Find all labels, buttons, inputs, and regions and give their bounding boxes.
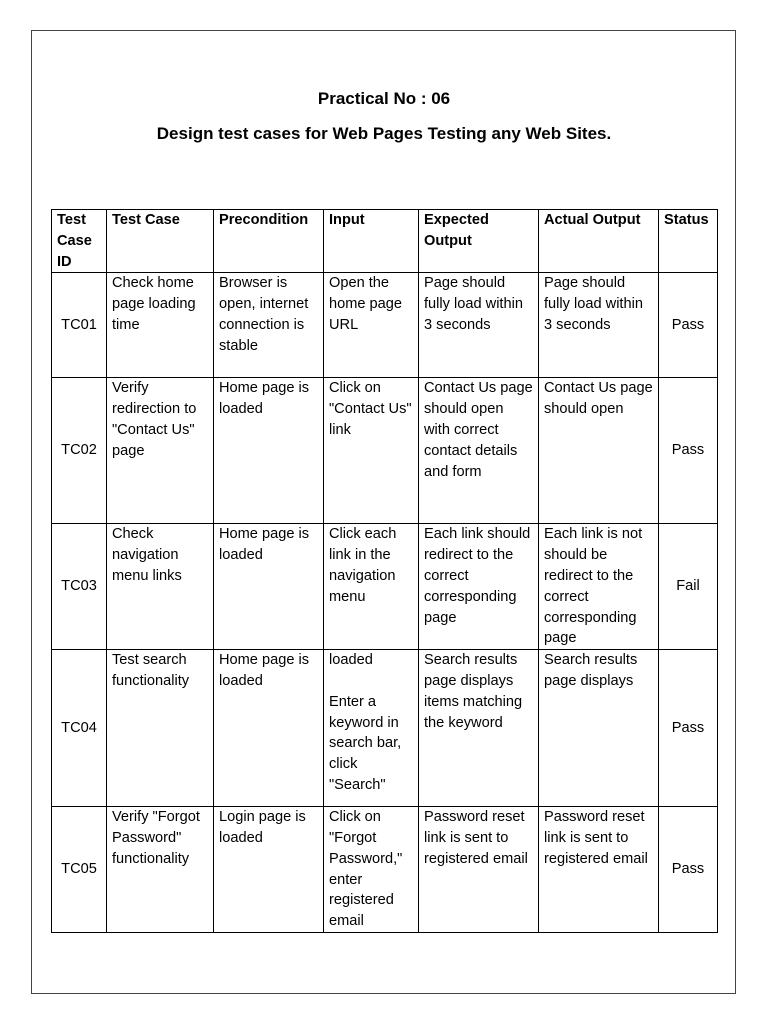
actual-output-cell: Contact Us page should open (539, 378, 659, 524)
actual-output-cell: Page should fully load within 3 seconds (539, 273, 659, 378)
test-case-cell: Verify redirection to "Contact Us" page (107, 378, 214, 524)
actual-output-cell: Each link is not should be redirect to the correct corresponding page (539, 524, 659, 650)
status-cell: Pass (659, 650, 718, 807)
header-test-case: Test Case (107, 210, 214, 273)
header-expected-output: Expected Output (419, 210, 539, 273)
status-cell: Pass (659, 273, 718, 378)
expected-output-cell: Page should fully load within 3 seconds (419, 273, 539, 378)
test-case-id-cell: TC02 (52, 378, 107, 524)
test-case-cell: Verify "Forgot Password" functionality (107, 807, 214, 933)
header-test-case-id: Test Case ID (52, 210, 107, 273)
expected-output-cell: Contact Us page should open with correct contact details and form (419, 378, 539, 524)
table-row (52, 524, 718, 650)
test-case-id-cell: TC05 (52, 807, 107, 933)
precondition-cell: Browser is open, internet connection is stable (214, 273, 324, 378)
input-cell: Click each link in the navigation menu (324, 524, 419, 650)
test-case-cell: Test search functionality (107, 650, 214, 807)
precondition-cell: Home page is loaded (214, 378, 324, 524)
input-cell: Click on "Forgot Password," enter registered email (324, 807, 419, 933)
header-status: Status (659, 210, 718, 273)
test-case-cell: Check home page loading time (107, 273, 214, 378)
table-row (52, 273, 718, 378)
expected-output-cell: Search results page displays items matching the keyword (419, 650, 539, 807)
input-cell: Click on "Contact Us" link (324, 378, 419, 524)
header-precondition: Precondition (214, 210, 324, 273)
table-row (52, 807, 718, 933)
test-case-id-cell: TC04 (52, 650, 107, 807)
table-row (52, 378, 718, 524)
test-case-id-cell: TC03 (52, 524, 107, 650)
expected-output-cell: Password reset link is sent to registered email (419, 807, 539, 933)
practical-subtitle: Design test cases for Web Pages Testing any Web Sites. (156, 124, 612, 143)
precondition-cell: Home page is loaded (214, 524, 324, 650)
actual-output-cell: Search results page displays (539, 650, 659, 807)
header-actual-output: Actual Output (539, 210, 659, 273)
table-row (52, 650, 718, 807)
practical-number-title: Practical No : 06 (317, 89, 451, 108)
input-cell: loaded Enter a keyword in search bar, click "Search" (324, 650, 419, 807)
precondition-cell: Login page is loaded (214, 807, 324, 933)
status-cell: Pass (659, 807, 718, 933)
expected-output-cell: Each link should redirect to the correct corresponding page (419, 524, 539, 650)
input-cell: Open the home page URL (324, 273, 419, 378)
header-input: Input (324, 210, 419, 273)
actual-output-cell: Password reset link is sent to registered email (539, 807, 659, 933)
test-case-cell: Check navigation menu links (107, 524, 214, 650)
test-case-id-cell: TC01 (52, 273, 107, 378)
table-header-row (52, 210, 718, 273)
status-cell: Pass (659, 378, 718, 524)
precondition-cell: Home page is loaded (214, 650, 324, 807)
test-case-table (51, 209, 718, 933)
status-cell: Fail (659, 524, 718, 650)
